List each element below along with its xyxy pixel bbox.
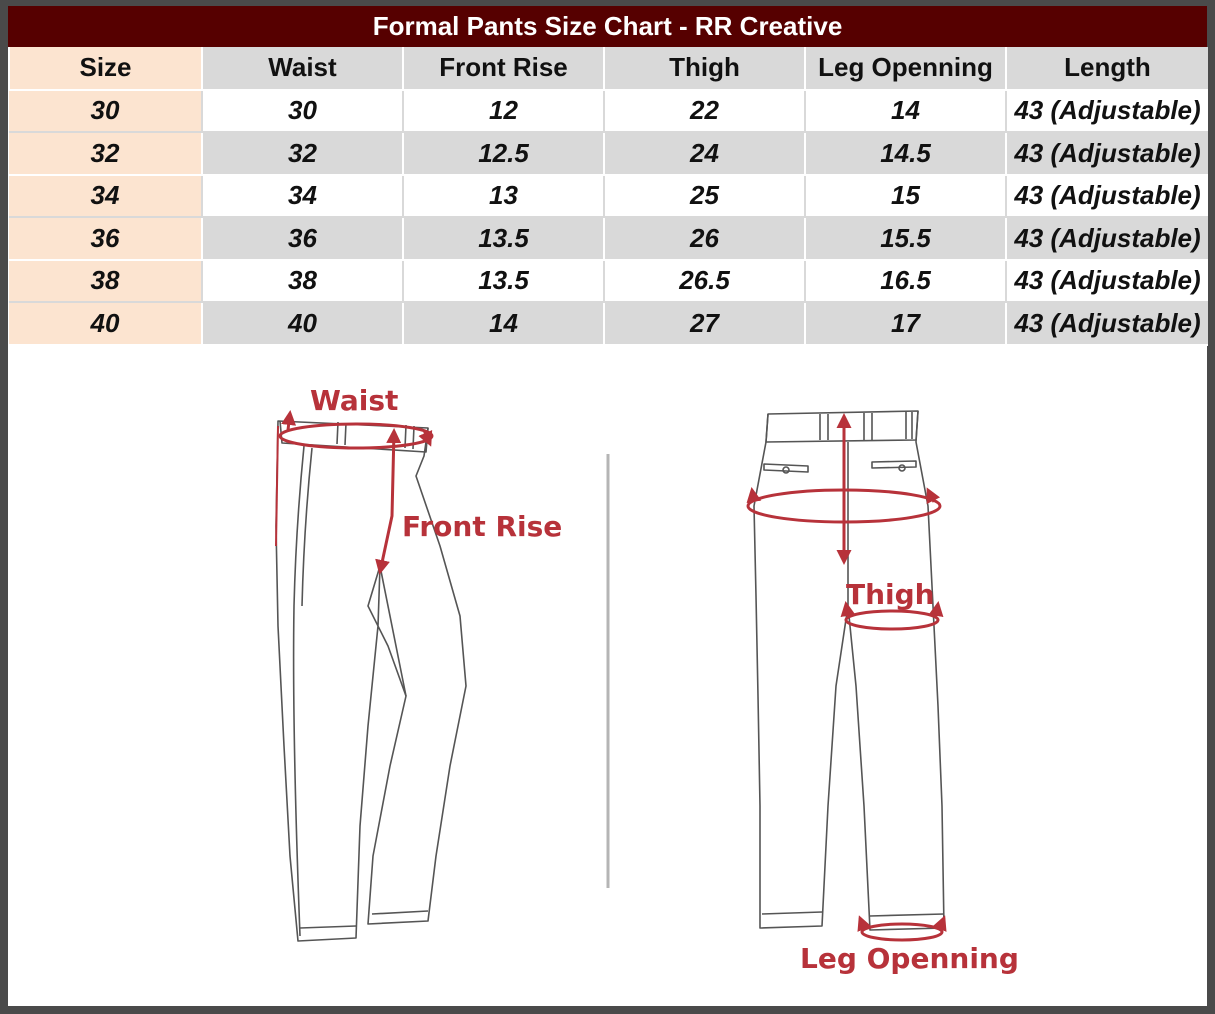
- cell-leg-opening: 15: [805, 175, 1006, 218]
- front-rise-label: Front Rise: [402, 510, 563, 543]
- cell-front-rise: 14: [403, 302, 604, 345]
- cell-size: 40: [9, 302, 202, 345]
- cell-front-rise: 13.5: [403, 260, 604, 303]
- header-thigh: Thigh: [604, 47, 805, 90]
- leg-opening-label: Leg Openning: [800, 942, 1019, 975]
- cell-waist: 32: [202, 132, 403, 175]
- cell-length: 43 (Adjustable): [1006, 132, 1208, 175]
- waist-label: Waist: [310, 384, 399, 417]
- cell-thigh: 27: [604, 302, 805, 345]
- waist-measure-mark: [280, 413, 432, 448]
- cell-thigh: 26: [604, 217, 805, 260]
- cell-size: 36: [9, 217, 202, 260]
- header-front-rise: Front Rise: [403, 47, 604, 90]
- cell-front-rise: 13: [403, 175, 604, 218]
- front-pants-illustration: [276, 421, 466, 941]
- cell-thigh: 24: [604, 132, 805, 175]
- cell-leg-opening: 15.5: [805, 217, 1006, 260]
- cell-front-rise: 13.5: [403, 217, 604, 260]
- size-chart-frame: [8, 6, 1207, 1006]
- header-leg-opening: Leg Openning: [805, 47, 1006, 90]
- cell-front-rise: 12: [403, 90, 604, 133]
- cell-thigh: 26.5: [604, 260, 805, 303]
- cell-leg-opening: 16.5: [805, 260, 1006, 303]
- cell-leg-opening: 17: [805, 302, 1006, 345]
- cell-waist: 34: [202, 175, 403, 218]
- cell-waist: 38: [202, 260, 403, 303]
- cell-leg-opening: 14.5: [805, 132, 1006, 175]
- cell-thigh: 25: [604, 175, 805, 218]
- cell-leg-opening: 14: [805, 90, 1006, 133]
- header-waist: Waist: [202, 47, 403, 90]
- cell-size: 34: [9, 175, 202, 218]
- cell-front-rise: 12.5: [403, 132, 604, 175]
- cell-waist: 36: [202, 217, 403, 260]
- cell-length: 43 (Adjustable): [1006, 302, 1208, 345]
- cell-waist: 30: [202, 90, 403, 133]
- cell-thigh: 22: [604, 90, 805, 133]
- measurement-diagram: [8, 6, 1207, 1006]
- cell-waist: 40: [202, 302, 403, 345]
- cell-length: 43 (Adjustable): [1006, 175, 1208, 218]
- cell-size: 38: [9, 260, 202, 303]
- chart-title: Formal Pants Size Chart - RR Creative: [8, 6, 1207, 47]
- thigh-label: Thigh: [846, 578, 935, 611]
- header-length: Length: [1006, 47, 1208, 90]
- cell-size: 32: [9, 132, 202, 175]
- cell-length: 43 (Adjustable): [1006, 90, 1208, 133]
- header-size: Size: [9, 47, 202, 90]
- cell-length: 43 (Adjustable): [1006, 260, 1208, 303]
- cell-size: 30: [9, 90, 202, 133]
- cell-length: 43 (Adjustable): [1006, 217, 1208, 260]
